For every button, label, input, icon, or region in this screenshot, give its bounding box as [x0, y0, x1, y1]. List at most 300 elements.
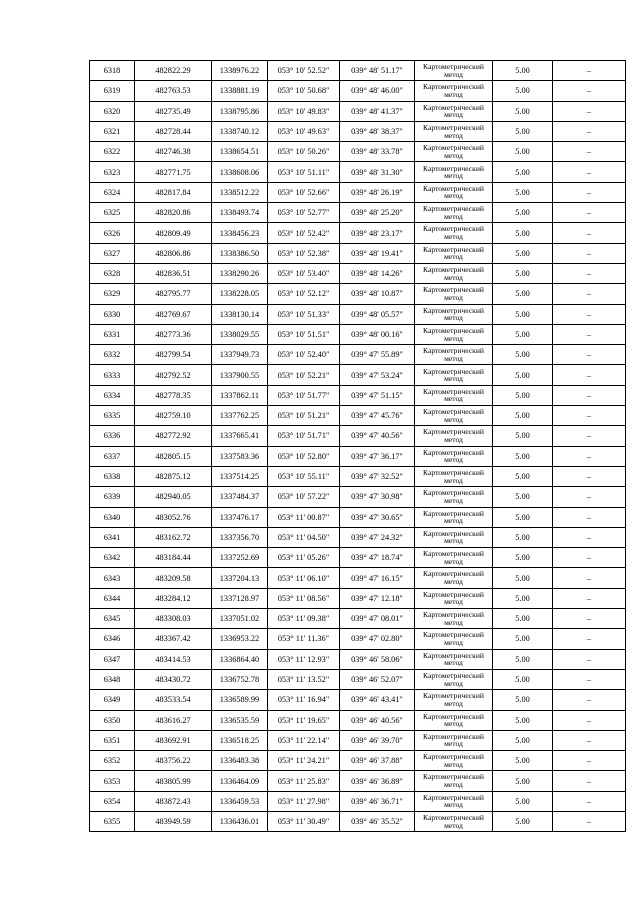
table-row [90, 182, 626, 202]
table-row [90, 385, 626, 405]
accuracy-cell: 5.00 [493, 142, 553, 162]
accuracy-cell: 5.00 [493, 507, 553, 527]
point-number-cell: 6333 [90, 365, 135, 385]
x-coordinate-cell: 482773.36 [135, 324, 212, 344]
note-cell: – [553, 385, 626, 405]
latitude-cell: 053° 11' 04.50" [268, 527, 340, 547]
x-coordinate-cell: 483692.91 [135, 730, 212, 750]
table-row [90, 588, 626, 608]
y-coordinate-cell: 1336464.09 [212, 771, 268, 791]
note-cell: – [553, 527, 626, 547]
accuracy-cell: 5.00 [493, 568, 553, 588]
accuracy-cell: 5.00 [493, 182, 553, 202]
table-row [90, 669, 626, 689]
point-number-cell: 6345 [90, 609, 135, 629]
point-number-cell: 6354 [90, 791, 135, 811]
accuracy-cell: 5.00 [493, 446, 553, 466]
x-coordinate-cell: 482940.05 [135, 487, 212, 507]
longitude-cell: 039° 47' 24.32" [340, 527, 415, 547]
point-number-cell: 6339 [90, 487, 135, 507]
latitude-cell: 053° 11' 27.98" [268, 791, 340, 811]
table-row [90, 162, 626, 182]
x-coordinate-cell: 482820.86 [135, 203, 212, 223]
latitude-cell: 053° 10' 49.83" [268, 101, 340, 121]
table-row [90, 263, 626, 283]
note-cell: – [553, 487, 626, 507]
latitude-cell: 053° 11' 00.87" [268, 507, 340, 527]
table-row [90, 406, 626, 426]
method-cell: Картометрический метод [415, 263, 493, 283]
accuracy-cell: 5.00 [493, 365, 553, 385]
table-row [90, 548, 626, 568]
y-coordinate-cell: 1337204.13 [212, 568, 268, 588]
table-row [90, 101, 626, 121]
latitude-cell: 053° 11' 06.10" [268, 568, 340, 588]
longitude-cell: 039° 46' 52.07" [340, 669, 415, 689]
note-cell: – [553, 121, 626, 141]
latitude-cell: 053° 10' 52.38" [268, 243, 340, 263]
accuracy-cell: 5.00 [493, 162, 553, 182]
note-cell: – [553, 609, 626, 629]
accuracy-cell: 5.00 [493, 345, 553, 365]
accuracy-cell: 5.00 [493, 588, 553, 608]
table-row [90, 365, 626, 385]
note-cell: – [553, 182, 626, 202]
point-number-cell: 6323 [90, 162, 135, 182]
y-coordinate-cell: 1336752.78 [212, 669, 268, 689]
y-coordinate-cell: 1336436.01 [212, 811, 268, 831]
point-number-cell: 6336 [90, 426, 135, 446]
accuracy-cell: 5.00 [493, 669, 553, 689]
method-cell: Картометрический метод [415, 324, 493, 344]
point-number-cell: 6353 [90, 771, 135, 791]
x-coordinate-cell: 482809.49 [135, 223, 212, 243]
accuracy-cell: 5.00 [493, 527, 553, 547]
accuracy-cell: 5.00 [493, 487, 553, 507]
method-cell: Картометрический метод [415, 406, 493, 426]
note-cell: – [553, 588, 626, 608]
accuracy-cell: 5.00 [493, 223, 553, 243]
note-cell: – [553, 690, 626, 710]
method-cell: Картометрический метод [415, 304, 493, 324]
longitude-cell: 039° 47' 16.15" [340, 568, 415, 588]
x-coordinate-cell: 483209.58 [135, 568, 212, 588]
table-row [90, 751, 626, 771]
accuracy-cell: 5.00 [493, 61, 553, 81]
y-coordinate-cell: 1338228.05 [212, 284, 268, 304]
point-number-cell: 6344 [90, 588, 135, 608]
note-cell: – [553, 142, 626, 162]
y-coordinate-cell: 1338740.12 [212, 121, 268, 141]
note-cell: – [553, 629, 626, 649]
latitude-cell: 053° 10' 52.52" [268, 61, 340, 81]
y-coordinate-cell: 1338976.22 [212, 61, 268, 81]
note-cell: – [553, 548, 626, 568]
accuracy-cell: 5.00 [493, 304, 553, 324]
longitude-cell: 039° 48' 23.17" [340, 223, 415, 243]
accuracy-cell: 5.00 [493, 649, 553, 669]
y-coordinate-cell: 1337356.70 [212, 527, 268, 547]
latitude-cell: 053° 10' 52.42" [268, 223, 340, 243]
accuracy-cell: 5.00 [493, 426, 553, 446]
longitude-cell: 039° 47' 12.18" [340, 588, 415, 608]
y-coordinate-cell: 1336864.40 [212, 649, 268, 669]
point-number-cell: 6351 [90, 730, 135, 750]
point-number-cell: 6347 [90, 649, 135, 669]
note-cell: – [553, 304, 626, 324]
point-number-cell: 6349 [90, 690, 135, 710]
latitude-cell: 053° 10' 52.12" [268, 284, 340, 304]
x-coordinate-cell: 482836.51 [135, 263, 212, 283]
y-coordinate-cell: 1337252.69 [212, 548, 268, 568]
y-coordinate-cell: 1338608.06 [212, 162, 268, 182]
method-cell: Картометрический метод [415, 121, 493, 141]
method-cell: Картометрический метод [415, 466, 493, 486]
y-coordinate-cell: 1336518.25 [212, 730, 268, 750]
method-cell: Картометрический метод [415, 243, 493, 263]
point-number-cell: 6343 [90, 568, 135, 588]
method-cell: Картометрический метод [415, 771, 493, 791]
x-coordinate-cell: 482772.92 [135, 426, 212, 446]
x-coordinate-cell: 483184.44 [135, 548, 212, 568]
latitude-cell: 053° 11' 16.94" [268, 690, 340, 710]
latitude-cell: 053° 11' 30.49" [268, 811, 340, 831]
latitude-cell: 053° 11' 13.52" [268, 669, 340, 689]
table-row [90, 446, 626, 466]
longitude-cell: 039° 47' 32.52" [340, 466, 415, 486]
accuracy-cell: 5.00 [493, 466, 553, 486]
latitude-cell: 053° 10' 53.40" [268, 263, 340, 283]
accuracy-cell: 5.00 [493, 243, 553, 263]
table-row [90, 284, 626, 304]
table-row [90, 304, 626, 324]
point-number-cell: 6321 [90, 121, 135, 141]
latitude-cell: 053° 11' 19.65" [268, 710, 340, 730]
x-coordinate-cell: 483284.12 [135, 588, 212, 608]
point-number-cell: 6355 [90, 811, 135, 831]
y-coordinate-cell: 1338130.14 [212, 304, 268, 324]
accuracy-cell: 5.00 [493, 385, 553, 405]
x-coordinate-cell: 482778.35 [135, 385, 212, 405]
x-coordinate-cell: 483616.27 [135, 710, 212, 730]
y-coordinate-cell: 1337476.17 [212, 507, 268, 527]
longitude-cell: 039° 47' 45.76" [340, 406, 415, 426]
x-coordinate-cell: 482769.67 [135, 304, 212, 324]
x-coordinate-cell: 482817.84 [135, 182, 212, 202]
method-cell: Картометрический метод [415, 284, 493, 304]
accuracy-cell: 5.00 [493, 203, 553, 223]
method-cell: Картометрический метод [415, 182, 493, 202]
longitude-cell: 039° 48' 51.17" [340, 61, 415, 81]
method-cell: Картометрический метод [415, 365, 493, 385]
longitude-cell: 039° 46' 36.71" [340, 791, 415, 811]
accuracy-cell: 5.00 [493, 406, 553, 426]
method-cell: Картометрический метод [415, 791, 493, 811]
y-coordinate-cell: 1337762.25 [212, 406, 268, 426]
latitude-cell: 053° 10' 51.77" [268, 385, 340, 405]
y-coordinate-cell: 1338386.50 [212, 243, 268, 263]
latitude-cell: 053° 11' 11.36" [268, 629, 340, 649]
longitude-cell: 039° 46' 37.88" [340, 751, 415, 771]
accuracy-cell: 5.00 [493, 609, 553, 629]
x-coordinate-cell: 482805.15 [135, 446, 212, 466]
longitude-cell: 039° 47' 02.80" [340, 629, 415, 649]
method-cell: Картометрический метод [415, 588, 493, 608]
table-row [90, 507, 626, 527]
method-cell: Картометрический метод [415, 527, 493, 547]
latitude-cell: 053° 10' 51.33" [268, 304, 340, 324]
y-coordinate-cell: 1338654.51 [212, 142, 268, 162]
note-cell: – [553, 223, 626, 243]
x-coordinate-cell: 482728.44 [135, 121, 212, 141]
latitude-cell: 053° 11' 12.93" [268, 649, 340, 669]
longitude-cell: 039° 48' 46.00" [340, 81, 415, 101]
note-cell: – [553, 263, 626, 283]
latitude-cell: 053° 10' 52.80" [268, 446, 340, 466]
y-coordinate-cell: 1337051.02 [212, 609, 268, 629]
latitude-cell: 053° 10' 51.11" [268, 162, 340, 182]
method-cell: Картометрический метод [415, 649, 493, 669]
y-coordinate-cell: 1337949.73 [212, 345, 268, 365]
longitude-cell: 039° 48' 14.26" [340, 263, 415, 283]
note-cell: – [553, 751, 626, 771]
longitude-cell: 039° 47' 30.65" [340, 507, 415, 527]
note-cell: – [553, 446, 626, 466]
table-row [90, 771, 626, 791]
note-cell: – [553, 365, 626, 385]
method-cell: Картометрический метод [415, 426, 493, 446]
point-number-cell: 6340 [90, 507, 135, 527]
accuracy-cell: 5.00 [493, 121, 553, 141]
longitude-cell: 039° 47' 18.74" [340, 548, 415, 568]
point-number-cell: 6324 [90, 182, 135, 202]
longitude-cell: 039° 48' 38.37" [340, 121, 415, 141]
note-cell: – [553, 162, 626, 182]
method-cell: Картометрический метод [415, 730, 493, 750]
x-coordinate-cell: 482792.52 [135, 365, 212, 385]
table-row [90, 730, 626, 750]
method-cell: Картометрический метод [415, 345, 493, 365]
accuracy-cell: 5.00 [493, 263, 553, 283]
y-coordinate-cell: 1337514.25 [212, 466, 268, 486]
x-coordinate-cell: 483430.72 [135, 669, 212, 689]
x-coordinate-cell: 482795.77 [135, 284, 212, 304]
point-number-cell: 6320 [90, 101, 135, 121]
longitude-cell: 039° 48' 10.87" [340, 284, 415, 304]
note-cell: – [553, 669, 626, 689]
method-cell: Картометрический метод [415, 629, 493, 649]
accuracy-cell: 5.00 [493, 751, 553, 771]
point-number-cell: 6330 [90, 304, 135, 324]
longitude-cell: 039° 46' 58.06" [340, 649, 415, 669]
method-cell: Картометрический метод [415, 81, 493, 101]
y-coordinate-cell: 1337128.97 [212, 588, 268, 608]
latitude-cell: 053° 11' 24.21" [268, 751, 340, 771]
y-coordinate-cell: 1338512.22 [212, 182, 268, 202]
y-coordinate-cell: 1338290.26 [212, 263, 268, 283]
point-number-cell: 6335 [90, 406, 135, 426]
x-coordinate-cell: 482735.49 [135, 101, 212, 121]
method-cell: Картометрический метод [415, 811, 493, 831]
point-number-cell: 6325 [90, 203, 135, 223]
y-coordinate-cell: 1336483.38 [212, 751, 268, 771]
longitude-cell: 039° 47' 30.98" [340, 487, 415, 507]
y-coordinate-cell: 1338881.19 [212, 81, 268, 101]
method-cell: Картометрический метод [415, 751, 493, 771]
accuracy-cell: 5.00 [493, 771, 553, 791]
latitude-cell: 053° 10' 50.68" [268, 81, 340, 101]
table-row [90, 690, 626, 710]
note-cell: – [553, 203, 626, 223]
table-row [90, 466, 626, 486]
latitude-cell: 053° 11' 05.26" [268, 548, 340, 568]
longitude-cell: 039° 48' 25.20" [340, 203, 415, 223]
y-coordinate-cell: 1338493.74 [212, 203, 268, 223]
longitude-cell: 039° 47' 51.15" [340, 385, 415, 405]
method-cell: Картометрический метод [415, 568, 493, 588]
table-row [90, 487, 626, 507]
accuracy-cell: 5.00 [493, 629, 553, 649]
note-cell: – [553, 568, 626, 588]
x-coordinate-cell: 482759.10 [135, 406, 212, 426]
table-row [90, 710, 626, 730]
point-number-cell: 6332 [90, 345, 135, 365]
x-coordinate-cell: 483162.72 [135, 527, 212, 547]
table-row [90, 629, 626, 649]
accuracy-cell: 5.00 [493, 690, 553, 710]
accuracy-cell: 5.00 [493, 284, 553, 304]
note-cell: – [553, 61, 626, 81]
point-number-cell: 6350 [90, 710, 135, 730]
note-cell: – [553, 81, 626, 101]
longitude-cell: 039° 46' 40.56" [340, 710, 415, 730]
x-coordinate-cell: 482799.54 [135, 345, 212, 365]
longitude-cell: 039° 46' 43.41" [340, 690, 415, 710]
point-number-cell: 6326 [90, 223, 135, 243]
method-cell: Картометрический метод [415, 669, 493, 689]
x-coordinate-cell: 482875.12 [135, 466, 212, 486]
y-coordinate-cell: 1337862.11 [212, 385, 268, 405]
latitude-cell: 053° 11' 08.56" [268, 588, 340, 608]
method-cell: Картометрический метод [415, 690, 493, 710]
longitude-cell: 039° 47' 08.01" [340, 609, 415, 629]
longitude-cell: 039° 48' 05.57" [340, 304, 415, 324]
method-cell: Картометрический метод [415, 142, 493, 162]
latitude-cell: 053° 10' 52.21" [268, 365, 340, 385]
point-number-cell: 6348 [90, 669, 135, 689]
longitude-cell: 039° 46' 36.89" [340, 771, 415, 791]
table-row [90, 223, 626, 243]
latitude-cell: 053° 10' 52.77" [268, 203, 340, 223]
table-row [90, 426, 626, 446]
latitude-cell: 053° 10' 51.51" [268, 324, 340, 344]
longitude-cell: 039° 46' 39.70" [340, 730, 415, 750]
latitude-cell: 053° 11' 25.83" [268, 771, 340, 791]
x-coordinate-cell: 482822.29 [135, 61, 212, 81]
y-coordinate-cell: 1337583.36 [212, 446, 268, 466]
y-coordinate-cell: 1336459.53 [212, 791, 268, 811]
note-cell: – [553, 406, 626, 426]
note-cell: – [553, 730, 626, 750]
table-row [90, 81, 626, 101]
y-coordinate-cell: 1337484.37 [212, 487, 268, 507]
longitude-cell: 039° 48' 19.41" [340, 243, 415, 263]
coordinates-table [89, 60, 626, 832]
method-cell: Картометрический метод [415, 548, 493, 568]
latitude-cell: 053° 10' 51.71" [268, 426, 340, 446]
longitude-cell: 039° 47' 36.17" [340, 446, 415, 466]
table-row [90, 324, 626, 344]
note-cell: – [553, 710, 626, 730]
longitude-cell: 039° 47' 55.89" [340, 345, 415, 365]
note-cell: – [553, 345, 626, 365]
accuracy-cell: 5.00 [493, 791, 553, 811]
table-row [90, 61, 626, 81]
x-coordinate-cell: 483533.54 [135, 690, 212, 710]
point-number-cell: 6327 [90, 243, 135, 263]
x-coordinate-cell: 482746.38 [135, 142, 212, 162]
method-cell: Картометрический метод [415, 446, 493, 466]
method-cell: Картометрический метод [415, 487, 493, 507]
method-cell: Картометрический метод [415, 203, 493, 223]
latitude-cell: 053° 10' 52.66" [268, 182, 340, 202]
accuracy-cell: 5.00 [493, 101, 553, 121]
x-coordinate-cell: 483308.03 [135, 609, 212, 629]
x-coordinate-cell: 483805.99 [135, 771, 212, 791]
method-cell: Картометрический метод [415, 385, 493, 405]
longitude-cell: 039° 48' 33.78" [340, 142, 415, 162]
point-number-cell: 6338 [90, 466, 135, 486]
method-cell: Картометрический метод [415, 162, 493, 182]
x-coordinate-cell: 482771.75 [135, 162, 212, 182]
longitude-cell: 039° 48' 26.19" [340, 182, 415, 202]
table-row [90, 121, 626, 141]
table-row [90, 568, 626, 588]
method-cell: Картометрический метод [415, 609, 493, 629]
point-number-cell: 6318 [90, 61, 135, 81]
longitude-cell: 039° 46' 35.52" [340, 811, 415, 831]
longitude-cell: 039° 47' 53.24" [340, 365, 415, 385]
note-cell: – [553, 324, 626, 344]
note-cell: – [553, 811, 626, 831]
note-cell: – [553, 649, 626, 669]
x-coordinate-cell: 482763.53 [135, 81, 212, 101]
table-row [90, 345, 626, 365]
latitude-cell: 053° 10' 50.26" [268, 142, 340, 162]
note-cell: – [553, 791, 626, 811]
latitude-cell: 053° 10' 51.21" [268, 406, 340, 426]
x-coordinate-cell: 483367.42 [135, 629, 212, 649]
latitude-cell: 053° 10' 49.63" [268, 121, 340, 141]
point-number-cell: 6352 [90, 751, 135, 771]
table-row [90, 791, 626, 811]
accuracy-cell: 5.00 [493, 324, 553, 344]
accuracy-cell: 5.00 [493, 811, 553, 831]
y-coordinate-cell: 1338456.23 [212, 223, 268, 243]
method-cell: Картометрический метод [415, 710, 493, 730]
y-coordinate-cell: 1337665.41 [212, 426, 268, 446]
point-number-cell: 6337 [90, 446, 135, 466]
note-cell: – [553, 771, 626, 791]
x-coordinate-cell: 482806.86 [135, 243, 212, 263]
note-cell: – [553, 101, 626, 121]
method-cell: Картометрический метод [415, 61, 493, 81]
y-coordinate-cell: 1336953.22 [212, 629, 268, 649]
point-number-cell: 6329 [90, 284, 135, 304]
method-cell: Картометрический метод [415, 507, 493, 527]
table-row [90, 203, 626, 223]
latitude-cell: 053° 10' 52.40" [268, 345, 340, 365]
